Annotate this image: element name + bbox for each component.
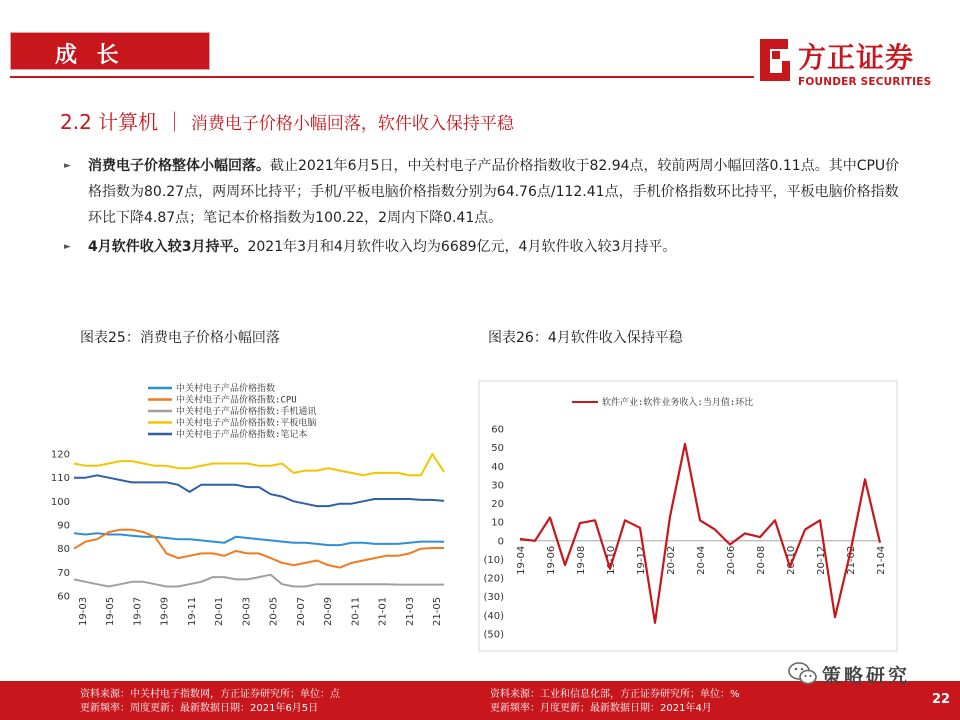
x-tick-label: 19-12 xyxy=(636,545,647,575)
legend-label: 中关村电子产品价格指数:平板电脑 xyxy=(176,418,317,429)
x-tick-label: 21-05 xyxy=(432,596,443,626)
x-tick-label: 19-09 xyxy=(159,596,171,626)
x-tick-label: 19-04 xyxy=(516,545,527,575)
bullet-text: 截止2021年6月5日，中关村电子产品价格指数收于82.94点，较前两周小幅回落0.11点。其中CPU价格指数为80.27点，两周环比持平；手机/平板电脑价格指数分别为64.76点/112.41点，手机价格指数环比持平，平板电脑价格指数环比下降4.87点；笔记本价格指数为100.22，2周内下降0.41点。 xyxy=(88,158,900,226)
y-tick-label: 0 xyxy=(497,536,504,548)
section-banner xyxy=(10,32,210,70)
founder-logo-icon xyxy=(754,33,792,83)
x-tick-label: 19-08 xyxy=(576,545,587,575)
x-tick-label: 19-03 xyxy=(78,596,89,626)
series-line xyxy=(74,533,444,545)
y-tick-label: (50) xyxy=(483,629,504,641)
x-tick-label: 20-03 xyxy=(241,596,253,626)
price-index-chart xyxy=(44,378,454,660)
x-tick-label: 20-10 xyxy=(786,545,797,575)
series-line xyxy=(520,444,880,623)
wechat-icon xyxy=(788,661,818,687)
header-rule xyxy=(10,76,754,78)
y-tick-label: 40 xyxy=(491,461,504,473)
x-tick-label: 19-10 xyxy=(606,545,617,575)
fig25-source-note: 资料来源：中关村电子指数网，方正证券研究所；单位：点 xyxy=(80,689,340,700)
bullet-item xyxy=(64,234,904,260)
y-tick-label: (40) xyxy=(483,610,504,622)
y-tick-label: 50 xyxy=(491,443,504,455)
x-tick-label: 19-06 xyxy=(546,545,557,575)
x-tick-label: 19-11 xyxy=(186,596,198,626)
y-tick-label: 60 xyxy=(491,424,504,436)
y-tick-label: 110 xyxy=(50,473,70,485)
x-tick-label: 21-01 xyxy=(377,596,389,626)
legend-label: 中关村电子产品价格指数:CPU xyxy=(176,395,297,406)
y-tick-label: 70 xyxy=(57,567,70,579)
logo-chinese-name: 方正证券 xyxy=(798,41,915,74)
page-title xyxy=(60,106,514,135)
series-line xyxy=(74,454,444,475)
legend-label: 中关村电子产品价格指数:手机通讯 xyxy=(176,407,317,417)
x-tick-label: 21-03 xyxy=(404,596,416,626)
bullet-text: 2021年3月和4月软件收入均为6689亿元，4月软件收入较3月持平。 xyxy=(247,239,677,255)
x-tick-label: 20-11 xyxy=(350,596,362,626)
x-tick-label: 20-07 xyxy=(295,596,307,626)
section-label: 成 长 xyxy=(55,43,125,68)
x-tick-label: 20-06 xyxy=(726,545,737,575)
y-tick-label: (30) xyxy=(483,592,504,604)
legend-label: 软件产业:软件业务收入:当月值:环比 xyxy=(602,398,754,408)
x-tick-label: 20-09 xyxy=(323,596,335,626)
bullet-lead: 4月软件收入较3月持平。 xyxy=(88,239,248,255)
x-tick-label: 19-05 xyxy=(105,596,117,626)
fig26-title: 图表26：4月软件收入保持平稳 xyxy=(488,330,683,346)
fig26-update-note: 更新频率：月度更新；最新数据日期：2021年4月 xyxy=(490,703,712,714)
y-tick-label: 120 xyxy=(50,449,70,461)
fig25-update-note: 更新频率：周度更新；最新数据日期：2021年6月5日 xyxy=(80,703,319,714)
x-tick-label: 20-02 xyxy=(666,545,677,575)
software-revenue-chart xyxy=(478,380,898,652)
bullet-arrow-icon: ► xyxy=(64,161,71,171)
legend-label: 中关村电子产品价格指数 xyxy=(176,384,276,394)
logo-english-name: FOUNDER SECURITIES xyxy=(798,76,932,88)
series-line xyxy=(74,475,444,506)
x-tick-label: 21-02 xyxy=(846,545,857,575)
series-line xyxy=(74,575,444,587)
x-tick-label: 20-04 xyxy=(696,545,707,575)
y-tick-label: 80 xyxy=(57,544,70,556)
x-tick-label: 20-08 xyxy=(756,545,767,575)
x-tick-label: 19-07 xyxy=(132,596,144,626)
x-tick-label: 20-05 xyxy=(268,596,280,626)
page-title-main: 2.2 计算机 ｜ xyxy=(60,110,191,134)
y-tick-label: (10) xyxy=(483,554,504,566)
y-tick-label: 20 xyxy=(491,499,504,511)
y-tick-label: 30 xyxy=(491,480,504,492)
x-tick-label: 20-12 xyxy=(816,545,827,575)
fig26-source-note: 资料来源：工业和信息化部，方正证券研究所；单位：% xyxy=(490,689,740,700)
page-title-sub: 消费电子价格小幅回落，软件收入保持平稳 xyxy=(190,114,514,134)
bullet-item xyxy=(64,153,904,231)
y-tick-label: 10 xyxy=(491,517,504,529)
wechat-watermark xyxy=(788,660,938,688)
page-number: 22 xyxy=(932,692,951,707)
x-tick-label: 21-04 xyxy=(876,545,887,575)
x-tick-label: 20-01 xyxy=(214,596,226,626)
bullet-arrow-icon: ► xyxy=(64,242,71,252)
y-tick-label: 90 xyxy=(57,520,70,532)
y-tick-label: (20) xyxy=(483,573,504,585)
y-tick-label: 60 xyxy=(57,591,70,603)
bullet-lead: 消费电子价格整体小幅回落。 xyxy=(88,158,270,174)
y-tick-label: 100 xyxy=(50,496,70,508)
legend-label: 中关村电子产品价格指数:笔记本 xyxy=(176,430,308,440)
fig25-title: 图表25：消费电子价格小幅回落 xyxy=(80,330,280,346)
watermark-text: 策略研究 xyxy=(822,665,911,687)
